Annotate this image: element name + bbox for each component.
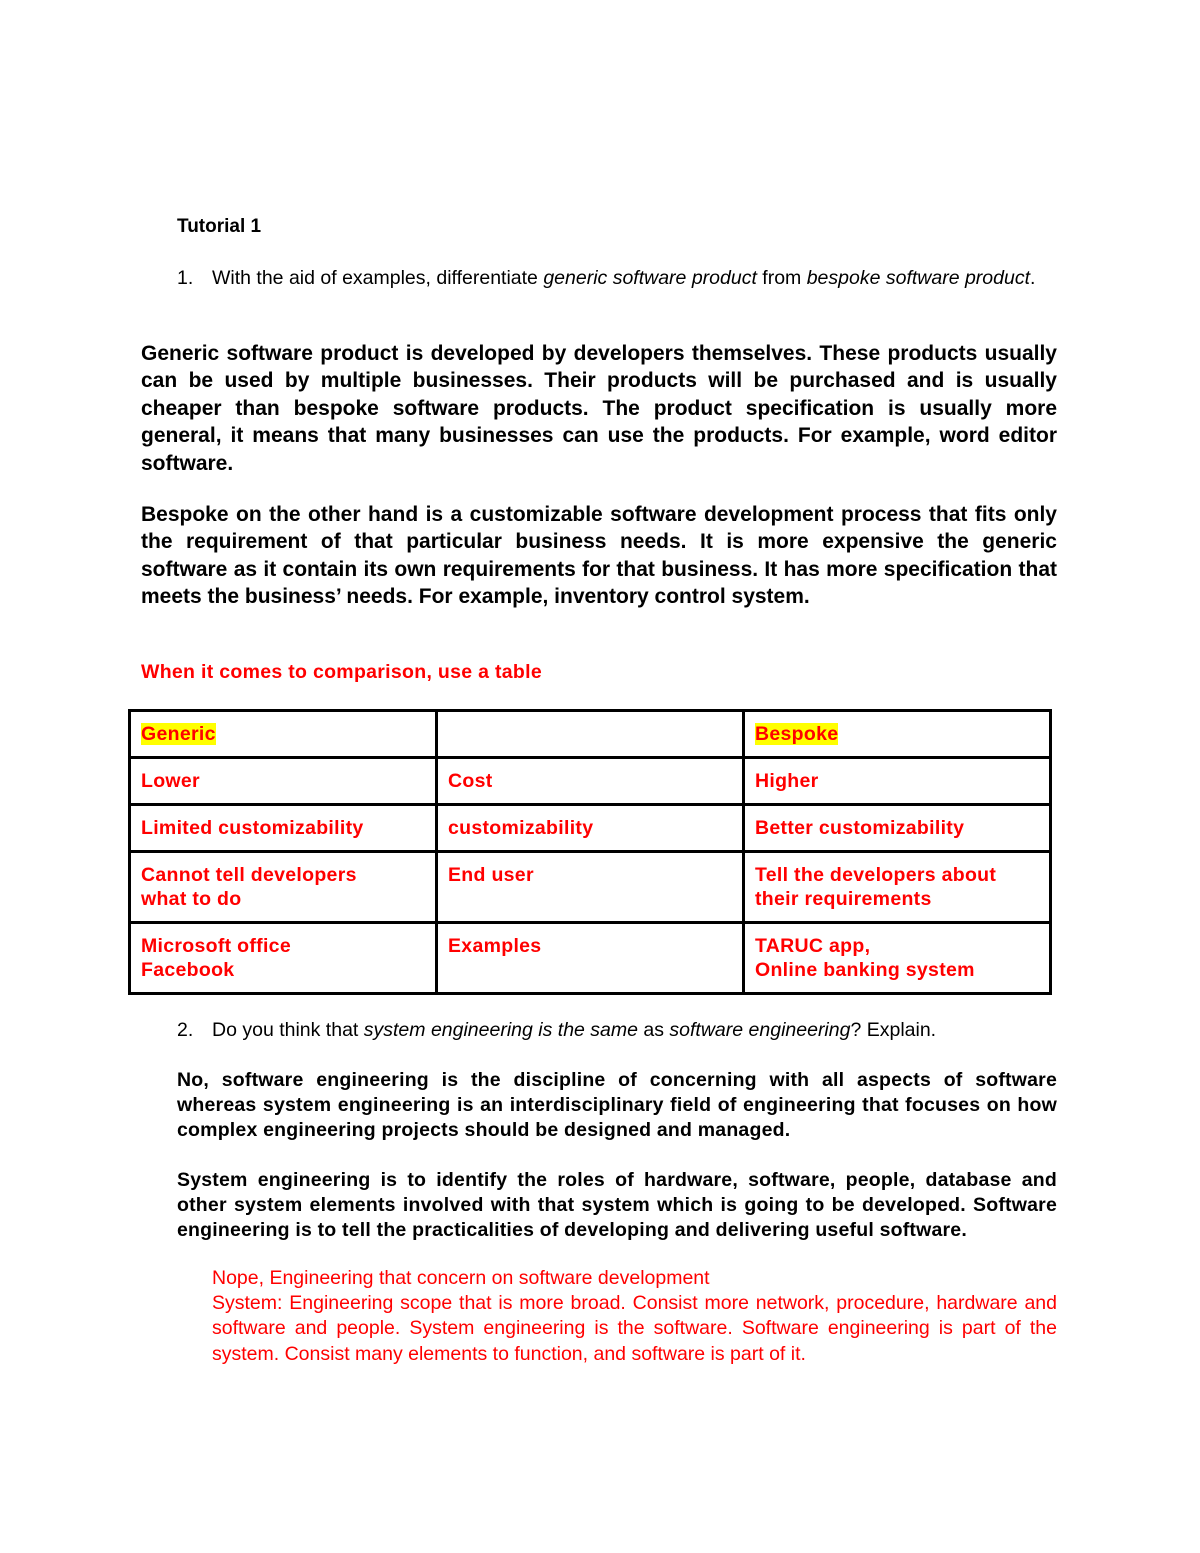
- table-note: When it comes to comparison, use a table: [141, 661, 542, 683]
- question-2: [177, 1018, 1067, 1044]
- question-1: [177, 266, 1067, 318]
- q1-part: .: [1030, 267, 1036, 289]
- cell-text: Lower: [141, 770, 200, 792]
- cell-text: Cannot tell developers: [141, 864, 357, 886]
- answer-2-paragraph-1: No, software engineering is the discipline of concerning with all aspects of software whereas system engineering is an interdisciplinary field of engineering that focuses on how complex engineering projects should be designed and managed.: [177, 1069, 1057, 1141]
- table-cell: [130, 805, 437, 852]
- cell-text: Limited customizability: [141, 817, 364, 839]
- table-cell: [130, 758, 437, 805]
- feedback-line-1: Nope, Engineering that concern on software development: [212, 1267, 710, 1289]
- q1-part: from: [756, 267, 807, 289]
- table-cell: [437, 711, 744, 758]
- table-row: [130, 852, 1051, 923]
- table-cell: [437, 758, 744, 805]
- question-2-number: 2.: [177, 1019, 194, 1041]
- cell-text: what to do: [141, 888, 242, 910]
- table-cell: [744, 805, 1051, 852]
- table-row: [130, 758, 1051, 805]
- cell-text: Online banking system: [755, 959, 975, 981]
- table-cell: [130, 923, 437, 994]
- cell-text: Cost: [448, 770, 493, 792]
- table-cell: [130, 711, 437, 758]
- table-row: [130, 923, 1051, 994]
- table-cell: [744, 852, 1051, 923]
- document-title: Tutorial 1: [177, 216, 262, 237]
- header-generic: Generic: [141, 723, 216, 745]
- cell-text: Microsoft office: [141, 935, 291, 957]
- answer-1-paragraph-2: Bespoke on the other hand is a customizable software development process that fits only the requirement of that particular business needs. It is more expensive the generic software as it contain its own requirements for that business. It has more specification that meets the business’ needs. For example, inventory control system.: [141, 503, 1057, 609]
- q2-part: as: [637, 1019, 670, 1041]
- comparison-table: [128, 709, 1052, 995]
- answer-1-paragraph-1: Generic software product is developed by developers themselves. These products usually can be used by multiple businesses. Their products will be purchased and is usually cheaper than bespoke software products. The product specification is usually more general, it means that many businesses can use the products. For example, word editor software.: [141, 342, 1057, 475]
- cell-text: customizability: [448, 817, 594, 839]
- table-row: [130, 805, 1051, 852]
- q2-part: ? Explain.: [850, 1019, 937, 1041]
- table-cell: [744, 923, 1051, 994]
- answer-2-paragraph-2: System engineering is to identify the roles of hardware, software, people, database and other system elements involved with that system which is going to be developed. Software engineering is to tell the practicalities of developing and delivering useful software.: [177, 1169, 1057, 1241]
- cell-text: Examples: [448, 935, 542, 957]
- cell-text: End user: [448, 864, 534, 886]
- question-1-number: 1.: [177, 267, 194, 289]
- q2-term-system: system engineering is the same: [363, 1019, 638, 1041]
- cell-text: TARUC app,: [755, 935, 871, 957]
- table-cell: [437, 852, 744, 923]
- cell-text: Better customizability: [755, 817, 965, 839]
- feedback-line-2: System: Engineering scope that is more broad. Consist more network, procedure, hardware and software and people. System engineering is the software. Software engineering is part of the system. Consist many elements to function, and software is part of it.: [212, 1292, 1057, 1365]
- q1-term-bespoke: bespoke software product: [806, 267, 1031, 289]
- q1-term-generic: generic software product: [543, 267, 757, 289]
- table-row: [130, 711, 1051, 758]
- table-cell: [437, 923, 744, 994]
- table-cell: [744, 711, 1051, 758]
- q2-part: Do you think that: [212, 1019, 364, 1041]
- cell-text: Tell the developers about: [755, 864, 997, 886]
- q1-part: With the aid of examples, differentiate: [212, 267, 544, 289]
- cell-text: Higher: [755, 770, 819, 792]
- cell-text: Facebook: [141, 959, 235, 981]
- question-1-text: [212, 266, 1062, 291]
- table-cell: [437, 805, 744, 852]
- table-cell: [130, 852, 437, 923]
- cell-text: their requirements: [755, 888, 932, 910]
- table-cell: [744, 758, 1051, 805]
- header-bespoke: Bespoke: [755, 723, 839, 745]
- question-2-text: [212, 1018, 1062, 1043]
- q2-term-software: software engineering: [669, 1019, 851, 1041]
